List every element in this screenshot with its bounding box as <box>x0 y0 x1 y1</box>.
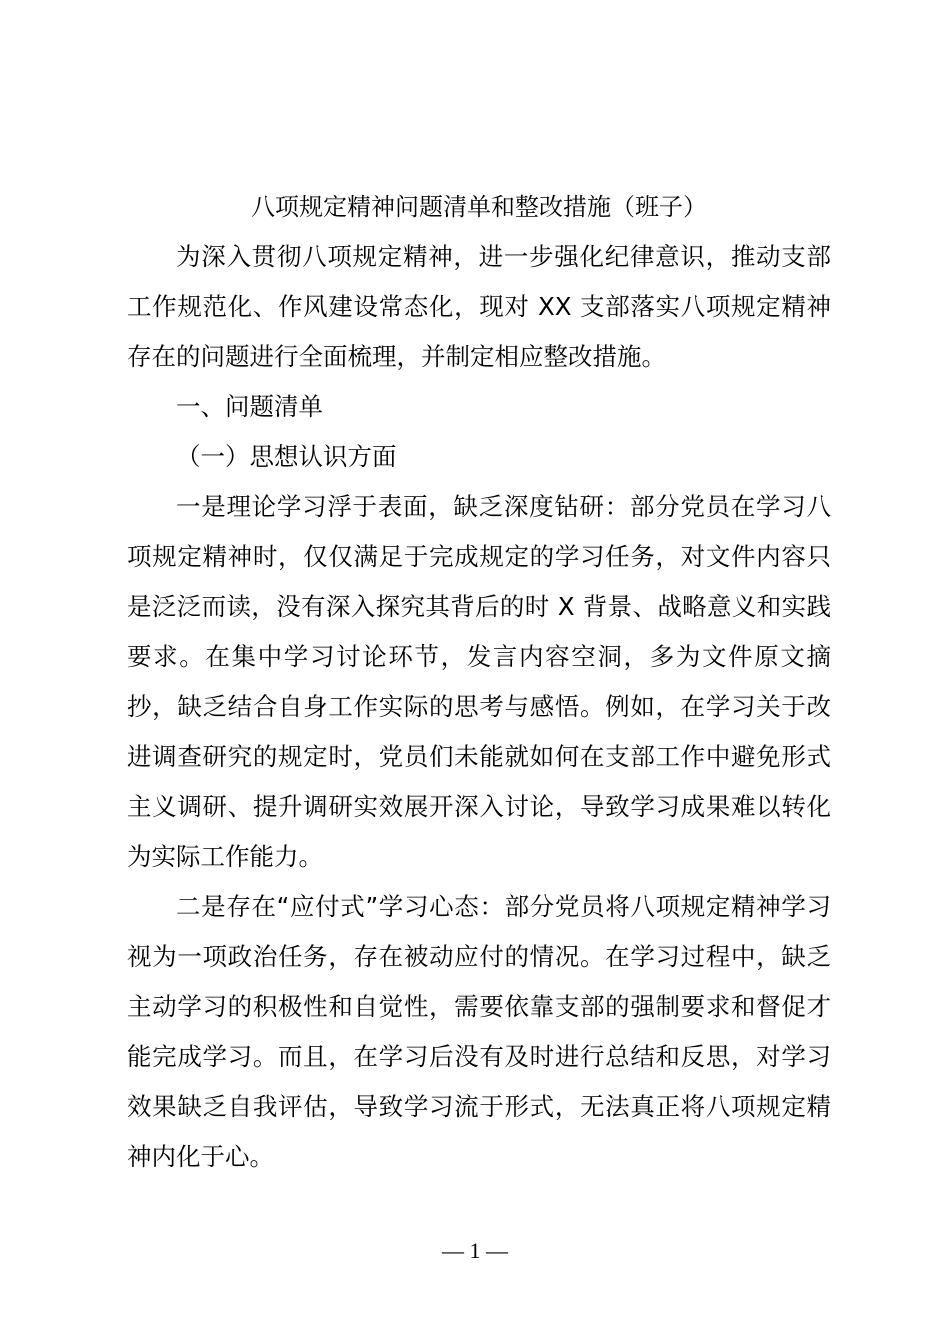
body-paragraph-2: 二是存在“应付式”学习心态：部分党员将八项规定精神学习视为一项政治任务，存在被动应付的情况。在学习过程中，缺乏主动学习的积极性和自觉性，需要依靠支部的强制要求和督促才能完成学习。而且，在学习后没有及时进行总结和反思，对学习效果缺乏自我评估，导致学习流于形式，无法真正将八项规定精神内化于心。 <box>127 892 831 1171</box>
section-heading-problem-list: 一、问题清单 <box>176 392 323 421</box>
body-paragraph-1: 一是理论学习浮于表面，缺乏深度钻研：部分党员在学习八项规定精神时，仅仅满足于完成规定的学习任务，对文件内容只是泛泛而读，没有深入探究其背后的时 X 背景、战略意义和实践要求。在集中学习讨论环节，发言内容空洞，多为文件原文摘抄，缺乏结合自身工作实际的思考与感悟。例如，在学习关于改进调查研究的规定时，党员们未能就如何在支部工作中避免形式主义调研、提升调研实效展开深入讨论，导致学习成果难以转化为实际工作能力。 <box>127 492 831 871</box>
intro-paragraph: 为深入贯彻八项规定精神，进一步强化纪律意识，推动支部工作规范化、作风建设常态化，现对 XX 支部落实八项规定精神存在的问题进行全面梳理，并制定相应整改措施。 <box>127 242 831 371</box>
document-title: 八项规定精神问题清单和整改措施（班子） <box>251 193 707 221</box>
subsection-heading-ideology: （一）思想认识方面 <box>176 442 397 471</box>
page-number: — 1 — <box>442 1238 508 1263</box>
document-body <box>127 182 831 1182</box>
